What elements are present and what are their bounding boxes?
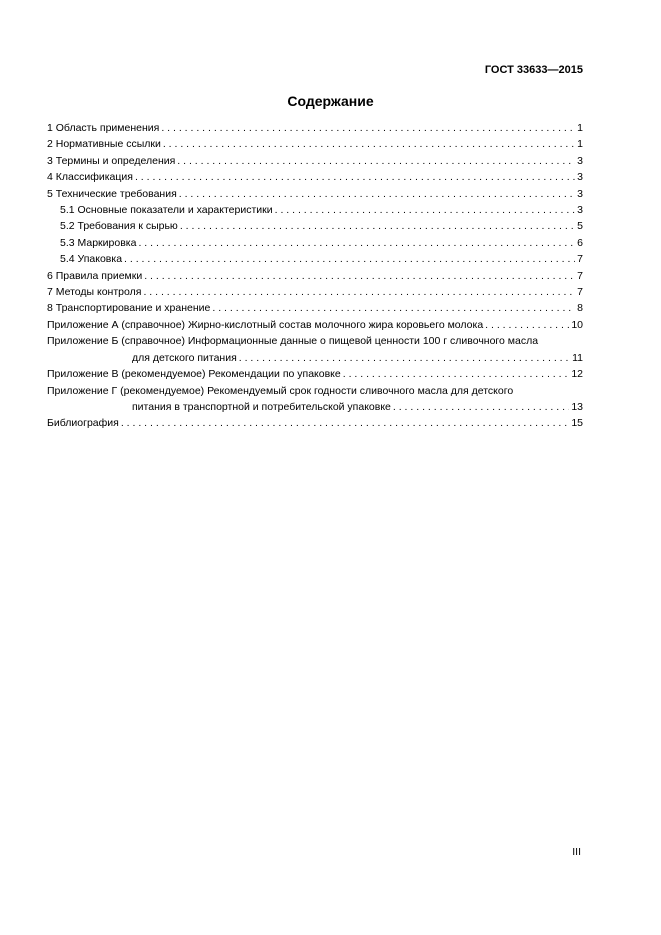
- toc-page-number: 3: [577, 171, 583, 184]
- toc-entry[interactable]: [47, 153, 583, 169]
- toc-page-number: 7: [577, 253, 583, 266]
- toc-entry[interactable]: [47, 186, 583, 202]
- toc-appendix-g[interactable]: [47, 383, 583, 416]
- dot-leader: [163, 136, 575, 152]
- dot-leader: [275, 202, 576, 218]
- dot-leader: [138, 235, 575, 251]
- document-number: ГОСТ 33633—2015: [484, 64, 583, 76]
- dot-leader: [239, 350, 570, 366]
- toc-bibliography[interactable]: [47, 415, 583, 431]
- toc-entry-text: 2 Нормативные ссылки: [47, 138, 161, 151]
- toc-page-number: 3: [577, 204, 583, 217]
- toc-page-number: 13: [571, 400, 583, 413]
- toc-entry-text: 5.3 Маркировка: [60, 236, 137, 249]
- toc-entry-text: 6 Правила приемки: [47, 269, 143, 282]
- toc-entry[interactable]: [47, 136, 583, 152]
- table-of-contents: [47, 120, 583, 432]
- page-number: III: [572, 846, 581, 858]
- toc-subentry[interactable]: [47, 251, 583, 267]
- toc-page-number: 5: [577, 220, 583, 233]
- page-title: Содержание: [287, 93, 374, 109]
- toc-entry-text-continued: питания в транспортной и потребительской упаковке: [132, 400, 391, 413]
- toc-page-number: 7: [577, 269, 583, 282]
- toc-entry-text: 1 Область применения: [47, 122, 160, 134]
- dot-leader: [135, 169, 575, 185]
- toc-entry-text: Приложение Г (рекомендуемое) Рекомендуемый срок годности сливочного масла для детского: [47, 384, 514, 397]
- dot-leader: [393, 399, 569, 415]
- toc-entry-text: 4 Классификация: [47, 171, 133, 184]
- dot-leader: [143, 284, 575, 300]
- dot-leader: [161, 120, 575, 136]
- dot-leader: [177, 153, 575, 169]
- toc-page-number: 6: [577, 236, 583, 249]
- toc-entry-text: 5.2 Требования к сырью: [60, 220, 178, 233]
- toc-entry[interactable]: [47, 284, 583, 300]
- toc-page-number: 15: [571, 417, 583, 430]
- toc-subentry[interactable]: [47, 218, 583, 234]
- toc-page-number: 11: [572, 351, 583, 364]
- toc-entry-text: 8 Транспортирование и хранение: [47, 302, 211, 315]
- dot-leader: [212, 300, 575, 316]
- dot-leader: [124, 251, 575, 267]
- toc-entry-text: Библиография: [47, 417, 119, 430]
- toc-page-number: 8: [577, 302, 583, 315]
- toc-entry-text-continued: для детского питания: [132, 351, 237, 364]
- toc-appendix-a[interactable]: [47, 317, 583, 333]
- toc-entry-text: Приложение Б (справочное) Информационные данные о пищевой ценности 100 г сливочного масла: [47, 335, 539, 348]
- dot-leader: [343, 366, 570, 382]
- toc-entry-text: 5.4 Упаковка: [60, 253, 123, 266]
- toc-entry-text: 5 Технические требования: [47, 187, 177, 200]
- dot-leader: [179, 186, 575, 202]
- toc-entry-text: Приложение А (справочное) Жирно-кислотный состав молочного жира коровьего молока: [47, 318, 484, 331]
- dot-leader: [144, 268, 575, 284]
- dot-leader: [180, 218, 575, 234]
- dot-leader: [485, 317, 569, 333]
- dot-leader: [121, 415, 569, 431]
- toc-entry-text: 7 Методы контроля: [47, 286, 142, 299]
- toc-subentry[interactable]: [47, 235, 583, 251]
- toc-entry[interactable]: [47, 169, 583, 185]
- toc-page-number: 7: [577, 286, 583, 299]
- toc-entry[interactable]: [47, 120, 583, 136]
- toc-appendix-b[interactable]: [47, 333, 583, 366]
- toc-entry-text: 5.1 Основные показатели и характеристики: [60, 204, 273, 217]
- toc-page-number: 3: [577, 187, 583, 200]
- toc-page-number: 12: [571, 368, 583, 381]
- toc-page-number: 1: [577, 122, 583, 134]
- toc-page-number: 10: [571, 318, 583, 331]
- toc-page-number: 3: [577, 154, 583, 167]
- toc-page-number: 1: [577, 138, 583, 151]
- toc-entry-text: 3 Термины и определения: [47, 154, 176, 167]
- toc-entry[interactable]: [47, 268, 583, 284]
- toc-entry-text: Приложение В (рекомендуемое) Рекомендации по упаковке: [47, 368, 341, 381]
- toc-subentry[interactable]: [47, 202, 583, 218]
- toc-appendix-v[interactable]: [47, 366, 583, 382]
- toc-entry[interactable]: [47, 300, 583, 316]
